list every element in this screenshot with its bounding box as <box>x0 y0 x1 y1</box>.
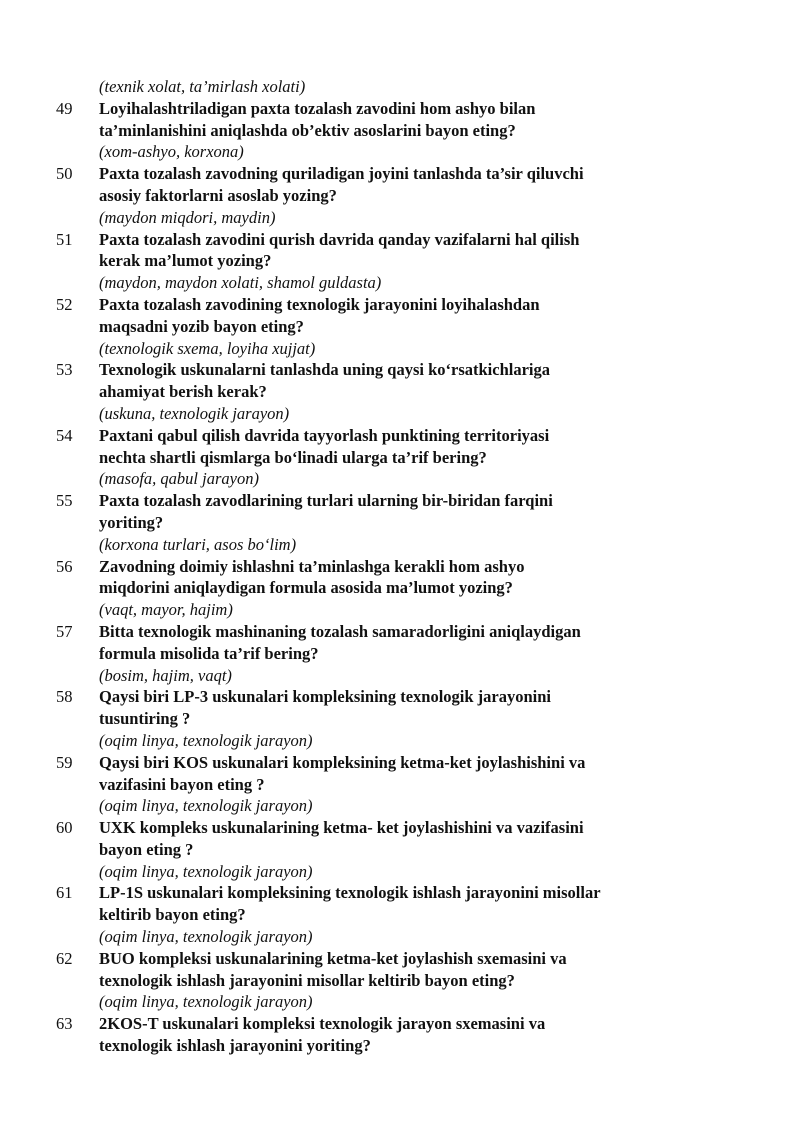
question-body <box>99 98 756 163</box>
question-hint: (maydon, maydon xolati, shamol guldasta) <box>99 273 382 293</box>
question-text-line: BUO kompleksi uskunalarining ketma-ket joylashish sxemasini va <box>99 948 567 968</box>
question-list <box>56 76 756 1057</box>
question-hint: (xom-ashyo, korxona) <box>99 142 244 162</box>
question-hint: (bosim, hajim, vaqt) <box>99 665 232 685</box>
lead-hint: (texnik xolat, ta’mirlash xolati) <box>99 77 306 96</box>
question-number: 55 <box>56 491 73 511</box>
question-text-line: Paxta tozalash zavodini qurish davrida qanday vazifalarni hal qilish <box>99 229 580 249</box>
question-item <box>56 882 756 947</box>
question-item <box>56 686 756 751</box>
question-number: 60 <box>56 818 73 838</box>
question-body <box>99 359 756 424</box>
question-text-line: miqdorini aniqlaydigan formula asosida ma’lumot yozing? <box>99 578 513 598</box>
question-body <box>99 163 756 228</box>
question-body <box>99 556 756 621</box>
question-body <box>99 686 756 751</box>
question-body <box>99 621 756 686</box>
question-item <box>56 359 756 424</box>
question-hint: (oqim linya, texnologik jarayon) <box>99 730 313 750</box>
question-text-line: Qaysi biri LP-3 uskunalari kompleksining texnologik jarayonini <box>99 687 552 707</box>
question-hint: (masofa, qabul jarayon) <box>99 469 259 489</box>
question-body <box>99 294 756 359</box>
question-number: 59 <box>56 752 73 772</box>
question-item <box>56 752 756 817</box>
question-body <box>99 1013 756 1057</box>
question-number: 56 <box>56 556 73 576</box>
question-text-line: texnologik ishlash jarayonini yoriting? <box>99 1036 371 1056</box>
question-number: 54 <box>56 425 73 445</box>
question-text-line: ta’minlanishini aniqlashda ob’ektiv asoslarini bayon eting? <box>99 120 516 140</box>
question-body <box>99 882 756 947</box>
question-text-line: tusuntiring ? <box>99 709 191 729</box>
question-item <box>56 98 756 163</box>
question-text-line: Paxta tozalash zavodlarining turlari ularning bir-biridan farqini <box>99 491 553 511</box>
question-item <box>56 1013 756 1057</box>
entries-container <box>56 98 756 1057</box>
question-hint: (maydon miqdori, maydin) <box>99 207 276 227</box>
question-hint: (texnologik sxema, loyiha xujjat) <box>99 338 316 358</box>
question-text-line: Qaysi biri KOS uskunalari kompleksining ketma-ket joylashishini va <box>99 752 586 772</box>
question-text-line: Paxta tozalash zavodining texnologik jarayonini loyihalashdan <box>99 294 540 314</box>
question-number: 49 <box>56 98 73 118</box>
question-body <box>99 817 756 882</box>
question-number: 63 <box>56 1014 73 1034</box>
question-item <box>56 621 756 686</box>
question-hint: (uskuna, texnologik jarayon) <box>99 403 290 423</box>
question-item <box>56 490 756 555</box>
question-text-line: Paxta tozalash zavodning quriladigan joyini tanlashda ta’sir qiluvchi <box>99 164 584 184</box>
question-hint: (oqim linya, texnologik jarayon) <box>99 796 313 816</box>
question-body <box>99 229 756 294</box>
question-text-line: Loyihalashtriladigan paxta tozalash zavodini hom ashyo bilan <box>99 98 536 118</box>
question-number: 51 <box>56 229 73 249</box>
question-text-line: 2KOS-T uskunalari kompleksi texnologik jarayon sxemasini va <box>99 1014 546 1034</box>
question-item <box>56 817 756 882</box>
question-number: 53 <box>56 360 73 380</box>
question-text-line: LP-1S uskunalari kompleksining texnologik ishlash jarayonini misollar <box>99 883 601 903</box>
question-text-line: nechta shartli qismlarga bo‘linadi ularga ta’rif bering? <box>99 447 487 467</box>
question-text-line: kerak ma’lumot yozing? <box>99 251 272 271</box>
question-hint: (oqim linya, texnologik jarayon) <box>99 861 313 881</box>
question-item <box>56 163 756 228</box>
question-text-line: yoriting? <box>99 512 164 532</box>
question-text-line: Zavodning doimiy ishlashni ta’minlashga kerakli hom ashyo <box>99 556 525 576</box>
question-number: 61 <box>56 883 73 903</box>
question-text-line: keltirib bayon eting? <box>99 905 246 925</box>
question-text-line: Bitta texnologik mashinaning tozalash samaradorligini aniqlaydigan <box>99 621 581 641</box>
question-number: 57 <box>56 621 73 641</box>
question-text-line: formula misolida ta’rif bering? <box>99 643 319 663</box>
question-text-line: Texnologik uskunalarni tanlashda uning qaysi ko‘rsatkichlariga <box>99 360 550 380</box>
question-text-line: maqsadni yozib bayon eting? <box>99 316 304 336</box>
question-item <box>56 229 756 294</box>
question-body <box>99 490 756 555</box>
question-item <box>56 556 756 621</box>
question-hint: (oqim linya, texnologik jarayon) <box>99 992 313 1012</box>
question-body <box>99 752 756 817</box>
question-item <box>56 948 756 1013</box>
question-hint: (vaqt, mayor, hajim) <box>99 600 233 620</box>
question-number: 52 <box>56 294 73 314</box>
question-text-line: Paxtani qabul qilish davrida tayyorlash punktining territoriyasi <box>99 425 550 445</box>
question-text-line: bayon eting ? <box>99 839 194 859</box>
question-text-line: texnologik ishlash jarayonini misollar keltirib bayon eting? <box>99 970 515 990</box>
question-item <box>56 425 756 490</box>
question-text-line: UXK kompleks uskunalarining ketma- ket joylashishini va vazifasini <box>99 818 584 838</box>
question-item <box>56 294 756 359</box>
question-hint: (korxona turlari, asos bo‘lim) <box>99 534 297 554</box>
question-number: 62 <box>56 948 73 968</box>
question-body <box>99 948 756 1013</box>
question-body <box>99 425 756 490</box>
question-number: 50 <box>56 164 73 184</box>
question-text-line: asosiy faktorlarni asoslab yozing? <box>99 185 337 205</box>
question-text-line: ahamiyat berish kerak? <box>99 382 267 402</box>
question-hint: (oqim linya, texnologik jarayon) <box>99 927 313 947</box>
question-text-line: vazifasini bayon eting ? <box>99 774 265 794</box>
question-number: 58 <box>56 687 73 707</box>
